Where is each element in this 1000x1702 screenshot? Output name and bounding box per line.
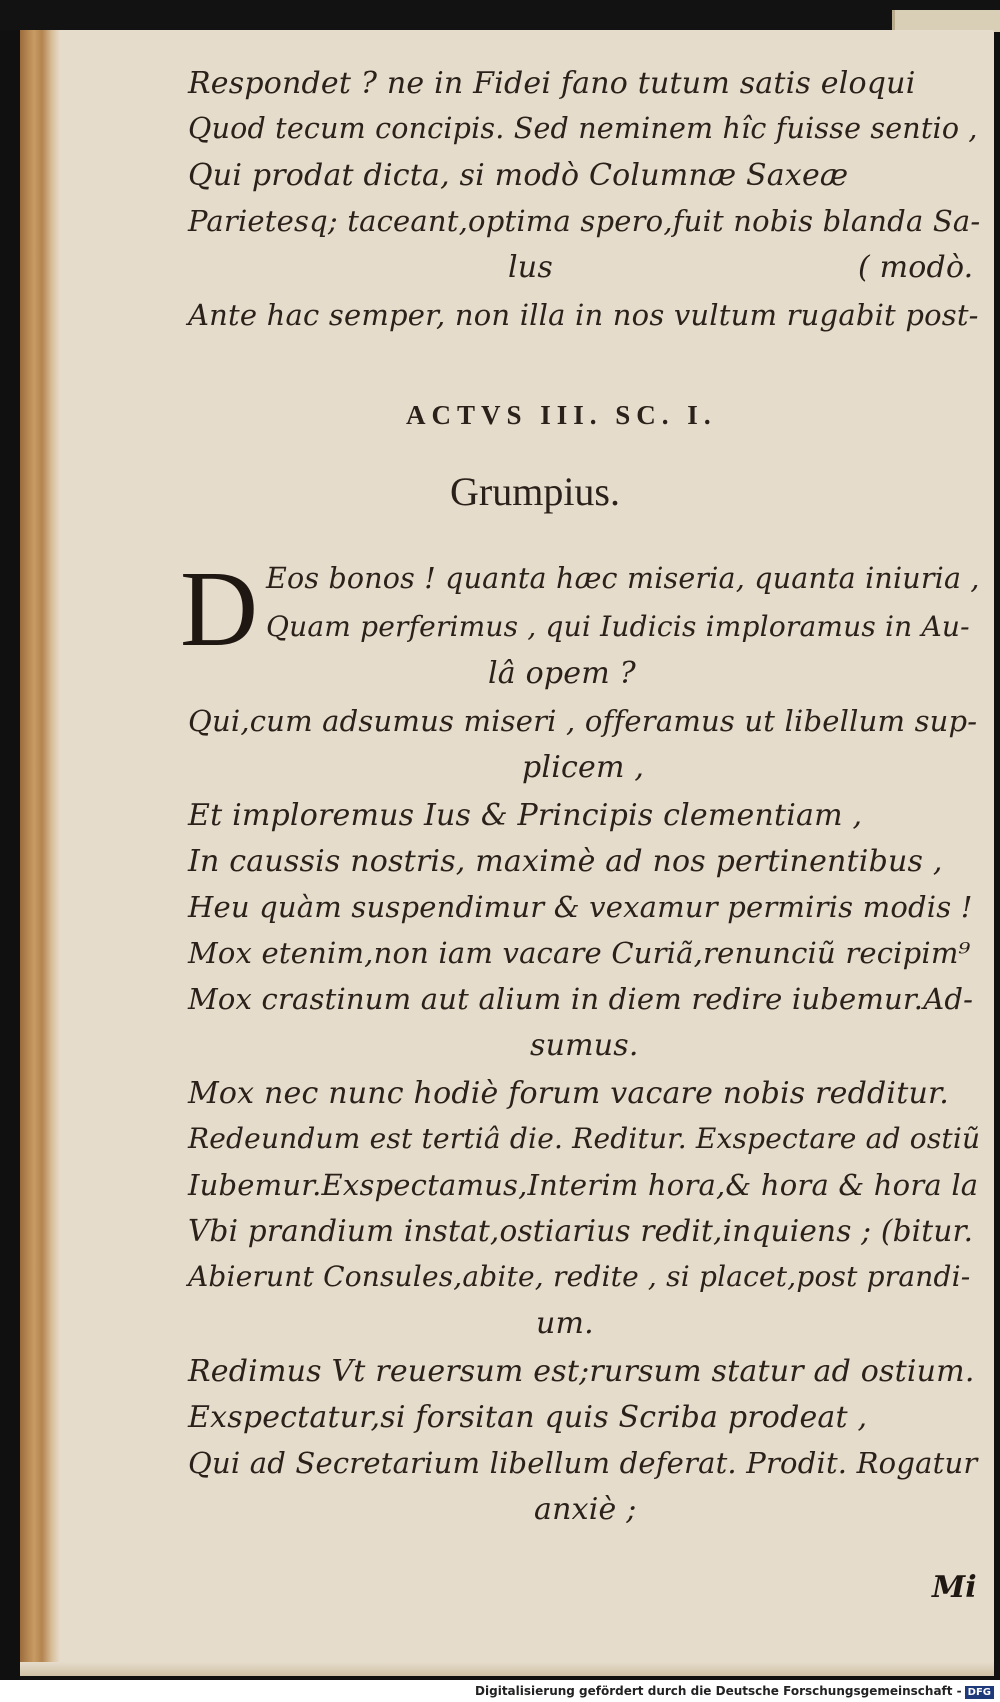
verse-line: Mox crastinum aut alium in diem redire iubemur.Ad- — [188, 982, 974, 1016]
verse-line-continuation: lus — [508, 250, 553, 285]
verse-line: Mox nec nunc hodiè forum vacare nobis redditur. — [188, 1076, 949, 1111]
verse-line: Iubemur.Exspectamus,Interim hora,& hora & hora la — [188, 1168, 979, 1202]
verse-line: Qui prodat dicta, si modò Columnæ Saxeæ — [188, 158, 849, 193]
verse-line: Qui,cum adsumus miseri , offeramus ut libellum sup- — [188, 704, 978, 738]
verse-line: Quod tecum concipis. Sed neminem hîc fuisse sentio , — [188, 112, 978, 145]
verse-line: Et imploremus Ius & Principis clementiam , — [188, 798, 863, 833]
verse-line: Parietesq; taceant,optima spero,fuit nobis blanda Sa- — [188, 204, 981, 238]
catchword: Mi — [932, 1570, 977, 1605]
next-page-edge — [892, 10, 1000, 32]
verse-line: Heu quàm suspendimur & vexamur permiris modis ! — [188, 890, 973, 924]
act-heading: ACTVS III. SC. I. — [406, 400, 717, 430]
digitization-credit-text: Digitalisierung gefördert durch die Deutsche Forschungsgemeinschaft - — [475, 1684, 962, 1698]
verse-line: Mox etenim,non iam vacare Curiã,renunciũ recipim⁹ — [188, 936, 971, 970]
drop-cap: D — [180, 550, 258, 669]
verse-line: Eos bonos ! quanta hæc miseria, quanta iniuria , — [266, 562, 980, 595]
verse-line: Ante hac semper, non illa in nos vultum rugabit post- — [188, 298, 979, 332]
verse-line: In caussis nostris, maximè ad nos pertinentibus , — [188, 844, 943, 879]
scan-top-border — [0, 0, 1000, 30]
verse-line-continuation: anxiè ; — [534, 1492, 637, 1527]
verse-line: Abierunt Consules,abite, redite , si placet,post prandi- — [188, 1260, 971, 1293]
verse-line: Respondet ? ne in Fidei fano tutum satis eloqui — [188, 66, 916, 101]
verse-line-continuation: lâ opem ? — [488, 656, 636, 691]
verse-line-turnover: ( modò. — [858, 250, 974, 285]
verse-line: Quam perferimus , qui Iudicis imploramus in Au- — [266, 610, 970, 643]
verse-line: Qui ad Secretarium libellum deferat. Prodit. Rogatur — [188, 1446, 978, 1480]
speaker-name: Grumpius. — [450, 469, 620, 514]
page-text — [20, 30, 994, 1676]
verse-line: Vbi prandium instat,ostiarius redit,inquiens ; (bitur. — [188, 1214, 974, 1248]
dfg-logo: DFG — [965, 1686, 994, 1699]
verse-line: Redimus Vt reuersum est;rursum statur ad ostium. — [188, 1354, 975, 1389]
digitization-credit — [475, 1684, 994, 1699]
book-page — [20, 30, 994, 1676]
verse-line: Exspectatur,si forsitan quis Scriba prodeat , — [188, 1400, 868, 1435]
verse-line-continuation: sumus. — [530, 1028, 639, 1063]
verse-line-continuation: plicem , — [522, 750, 645, 785]
verse-line: Redeundum est tertiâ die. Reditur. Exspectare ad ostiũ — [188, 1122, 981, 1155]
verse-line-continuation: um. — [536, 1306, 594, 1341]
